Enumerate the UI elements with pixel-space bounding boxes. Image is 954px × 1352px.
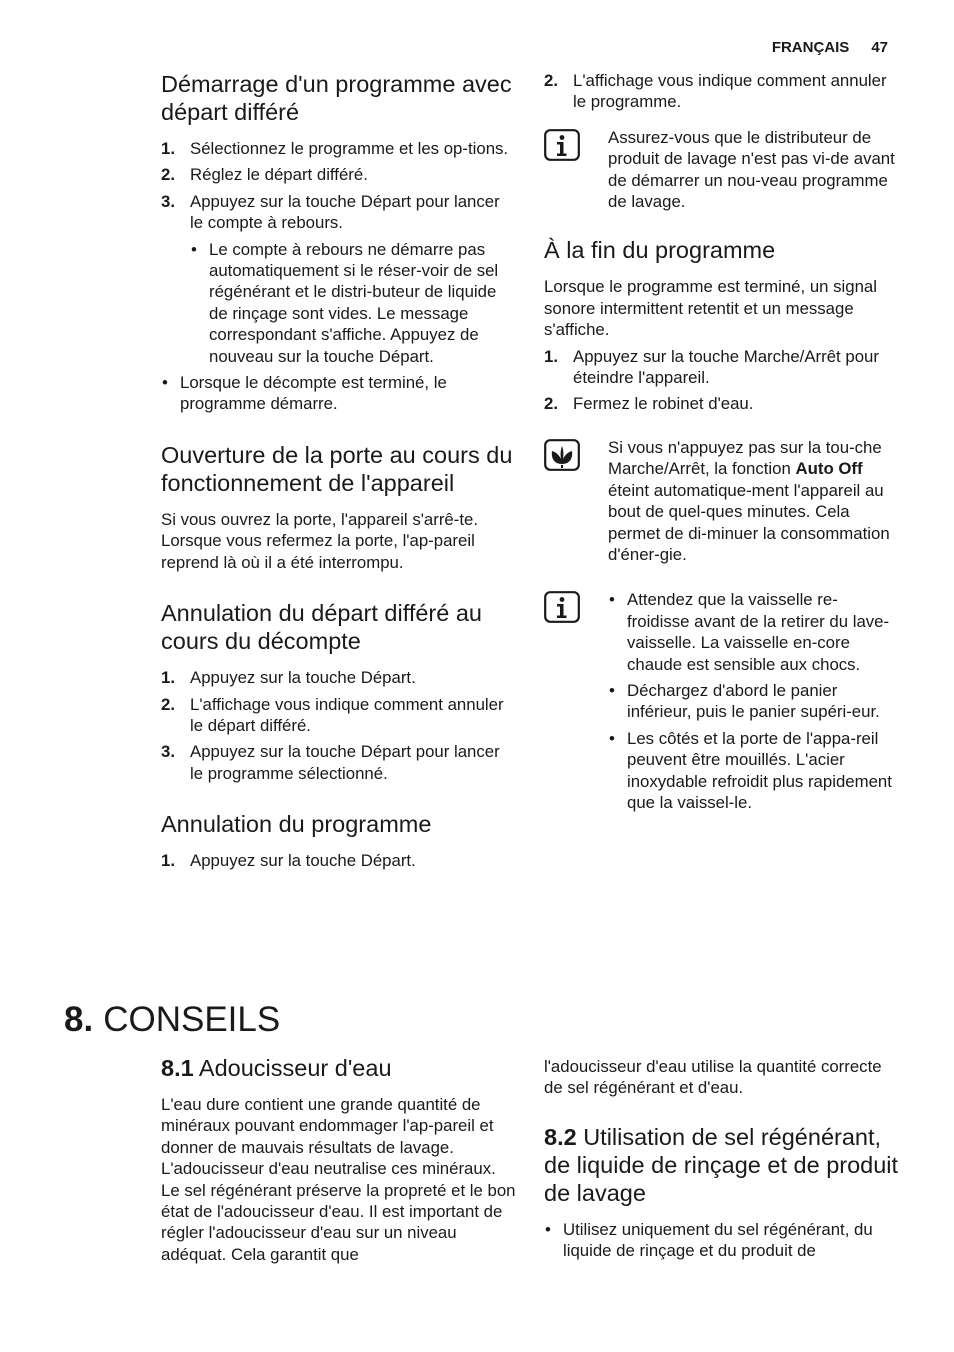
chapter-title: 8. CONSEILS <box>64 1000 281 1039</box>
note-text: Assurez-vous que le distributeur de produit de lavage n'est pas vi-de avant de démarrer un nou-veau programme de lavage. <box>608 127 895 212</box>
page-number: 47 <box>871 39 888 56</box>
paragraph: l'adoucisseur d'eau utilise la quantité correcte de sel régénérant et d'eau. <box>544 1057 882 1098</box>
bullet-item: • Utilisez uniquement du sel régénérant, du liquide de rinçage et du produit de <box>544 1219 899 1262</box>
section-title: Annulation du programme <box>161 811 432 838</box>
section-title: Ouverture de la porte au cours du fonctionnement de l'appareil <box>161 441 513 496</box>
info-icon <box>544 591 580 623</box>
section-title: 8.1 Adoucisseur d'eau <box>161 1055 392 1081</box>
bullet-item: • Le compte à rebours ne démarre pas automatiquement si le réser-voir de sel régénérant et le distri-buteur de liquide de rinçage sont vides. Le message correspondant s'affiche. Appuyez de nouveau sur la touche Départ. <box>190 239 516 367</box>
section-end-of-program <box>544 236 899 414</box>
section-title: Annulation du départ différé au cours du décompte <box>161 600 482 655</box>
chapter-number: 8. <box>64 1000 94 1039</box>
steps-list <box>161 850 516 871</box>
info-note <box>544 127 899 213</box>
bullet-item: • Attendez que la vaisselle re-froidisse avant de la retirer du lave-vaisselle. La vaisselle en-core chaude est sensible aux chocs. <box>608 589 899 675</box>
step-item: 3. Appuyez sur la touche Départ pour lancer le programme sélectionné. <box>161 742 500 783</box>
steps-list <box>161 138 516 367</box>
sub-bullet-list <box>190 239 516 367</box>
step-item: 3. Appuyez sur la touche Départ pour lancer le compte à rebours. • Le compte à rebours ne démarre pas automatiquement si le réser-voir de sel régénérant et le distri-buteur de liquide de rinçage sont vides. Le message correspondant s'affiche. Appuyez de nouveau sur la touche Départ. <box>161 191 516 367</box>
eco-leaf-icon <box>544 439 580 471</box>
left-column <box>161 70 516 898</box>
header-language: FRANÇAIS <box>771 39 850 56</box>
step-item: 1. Appuyez sur la touche Départ. <box>161 851 416 871</box>
right-column <box>544 70 899 837</box>
paragraph: L'eau dure contient une grande quantité de minéraux pouvant endommager l'ap-pareil et donner de mauvais résultats de lavage. L'adoucisseur d'eau neutralise ces minéraux. <box>161 1095 496 1179</box>
step-item: 2. Réglez le départ différé. <box>161 165 368 185</box>
steps-list <box>161 667 516 784</box>
section-water-softener <box>161 1054 516 1265</box>
section-delayed-start <box>161 70 516 415</box>
section-cancel-program <box>161 810 516 871</box>
paragraph: Le sel régénérant préserve la propreté et le bon état de l'adoucisseur d'eau. Il est important de régler l'adoucisseur d'eau sur un niveau adéquat. Cela garantit que <box>161 1180 516 1264</box>
step-item: 2. L'affichage vous indique comment annuler le départ différé. <box>161 694 504 735</box>
note-text: Si vous n'appuyez pas sur la tou-che Marche/Arrêt, la fonction Auto Off éteint automatique-ment l'appareil au bout de quel-ques minutes. Cela permet de di-minuer la consommation d'éner-gie. <box>608 437 890 564</box>
auto-off-label: Auto Off <box>795 459 863 479</box>
step-item: 1. Appuyez sur la touche Départ. <box>161 668 416 688</box>
info-note <box>544 589 899 813</box>
step-item: 2. Fermez le robinet d'eau. <box>544 394 754 414</box>
step-item: 2. L'affichage vous indique comment annuler le programme. <box>544 71 887 112</box>
section-title: 8.2 Utilisation de sel régénérant, de liquide de rinçage et de produit de lavage <box>544 1123 899 1206</box>
paragraph: Si vous ouvrez la porte, l'appareil s'arrê-te. Lorsque vous refermez la porte, l'ap-pareil reprend là où il a été interrompu. <box>161 509 479 572</box>
section-door-open <box>161 441 516 573</box>
step-item: 1. Appuyez sur la touche Marche/Arrêt pour éteindre l'appareil. <box>544 346 879 388</box>
section-cancel-delayed <box>161 599 516 784</box>
bullet-list <box>544 1219 899 1262</box>
section-title: Démarrage d'un programme avec départ différé <box>161 71 512 125</box>
info-icon <box>544 129 580 161</box>
eco-note <box>544 437 899 565</box>
section-title: À la fin du programme <box>544 237 776 264</box>
paragraph: Lorsque le programme est terminé, un signal sonore intermittent retentit et un message s'affiche. <box>544 277 877 340</box>
bullet-item: • Déchargez d'abord le panier inférieur, puis le panier supéri-eur. <box>608 680 899 723</box>
right-bottom-column <box>544 1056 899 1267</box>
bullet-item: • Les côtés et la porte de l'appa-reil peuvent être mouillés. L'acier inoxydable refroidit plus rapidement que la vaissel-le. <box>608 728 899 814</box>
steps-list <box>544 70 899 113</box>
step-item: 1. Sélectionnez le programme et les op-tions. <box>161 139 509 158</box>
page-header <box>772 39 888 56</box>
bullet-item: • Lorsque le décompte est terminé, le programme démarre. <box>161 372 516 415</box>
steps-list <box>544 346 899 415</box>
bullet-list <box>608 589 899 813</box>
bullet-list <box>161 372 516 415</box>
